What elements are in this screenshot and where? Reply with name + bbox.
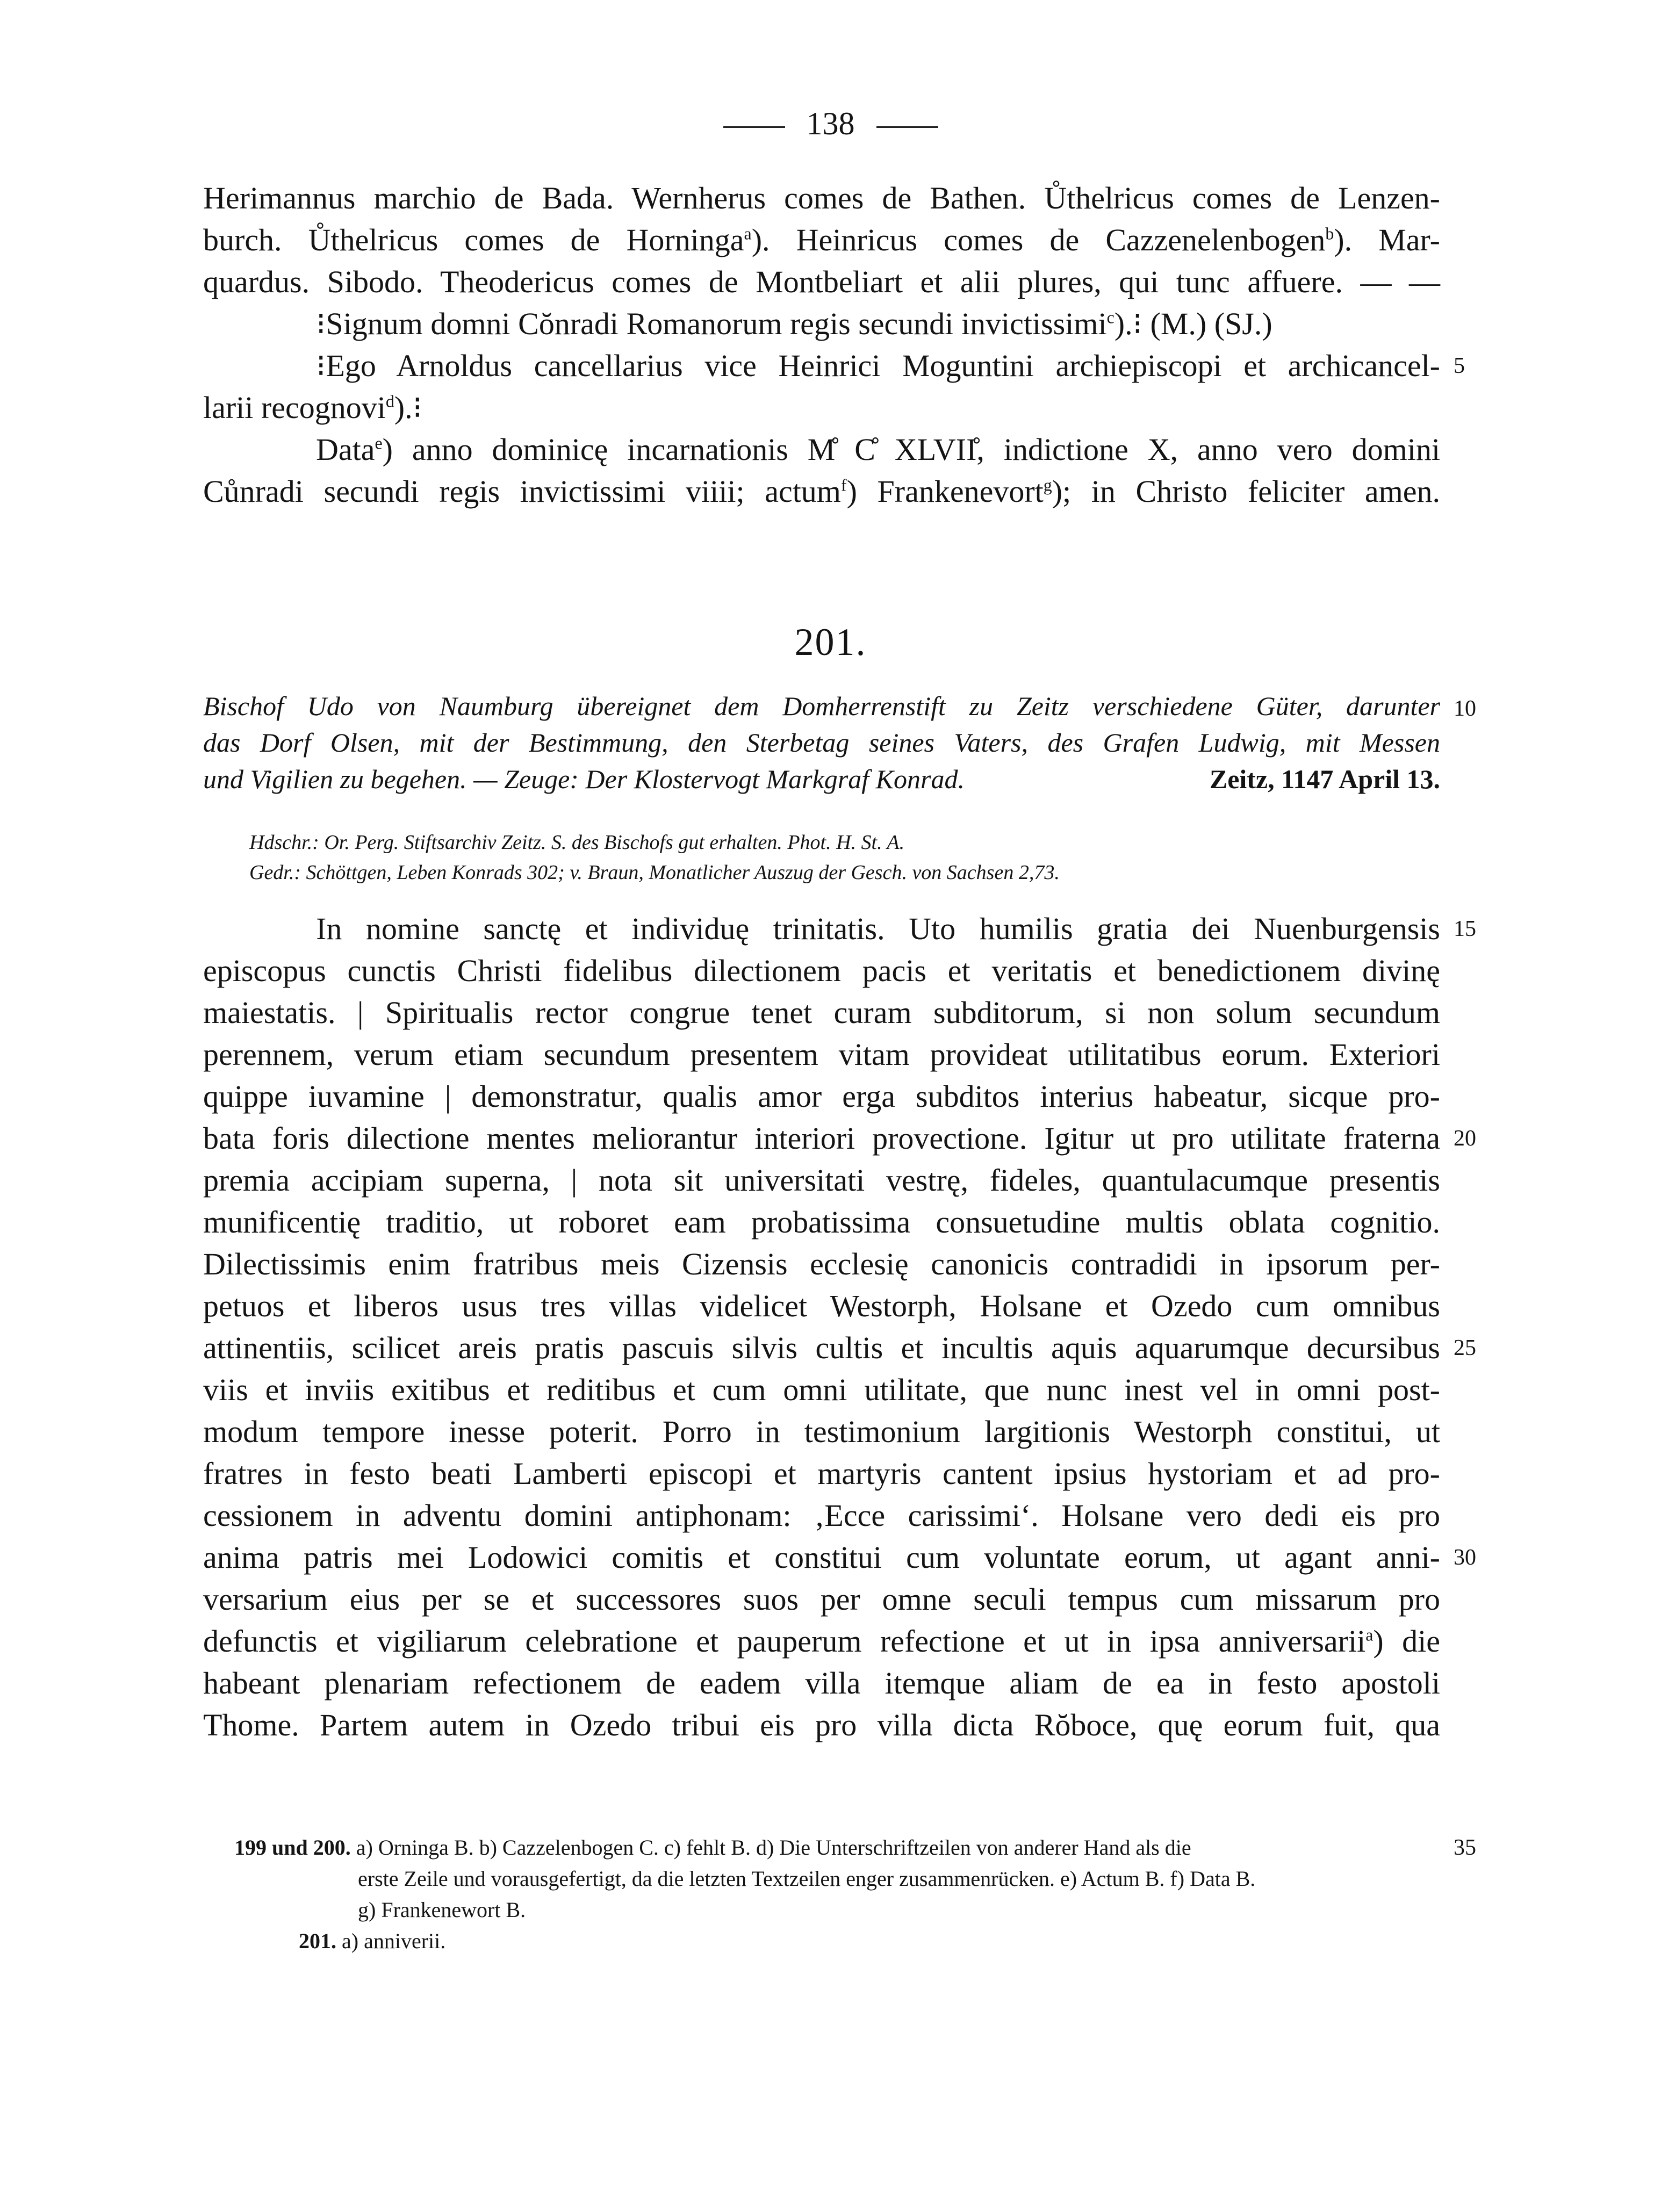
- body-line: petuos et liberos usus tres villas videlicet Westorph, Holsane et Ozedo cum omnibus: [203, 1288, 1440, 1323]
- document-number: 201.: [794, 621, 867, 664]
- recognition-line: ⁝Ego Arnoldus cancellarius vice Heinrici Moguntini archiepiscopi et archicancel-: [316, 348, 1440, 383]
- text-line: Herimannus marchio de Bada. Wernherus comes de Bathen. Ůthelricus comes de Lenzen-: [203, 181, 1440, 215]
- footnote-199-200: 199 und 200. a) Orninga B. b) Cazzelenbogen C. c) fehlt B. d) Die Unterschriftzeilen von anderer Hand als die: [234, 1835, 1191, 1860]
- line-number: 15: [1454, 917, 1476, 941]
- body-line: bata foris dilectione mentes meliorantur interiori provectione. Igitur ut pro utilitate fraterna: [203, 1121, 1440, 1156]
- regest-line: das Dorf Olsen, mit der Bestimmung, den Sterbetag seines Vaters, des Grafen Ludwig, mit Messen: [203, 727, 1440, 758]
- previous-charter-text: [203, 177, 1440, 513]
- footnote-continuation: g) Frankenewort B.: [358, 1898, 526, 1922]
- body-line: fratres in festo beati Lamberti episcopi et martyris cantent ipsius hystoriam et ad pro-: [203, 1456, 1440, 1491]
- body-line: perennem, verum etiam secundum presentem vitam provideat utilitatibus eorum. Exteriori: [203, 1037, 1440, 1072]
- line-number: 10: [1454, 696, 1476, 721]
- place-date: Zeitz, 1147 April 13.: [1209, 764, 1440, 794]
- header-dash-left: [723, 126, 785, 128]
- body-line: habeant plenariam refectionem de eadem villa itemque aliam de ea in festo apostoli: [203, 1666, 1440, 1701]
- footnotes: [234, 1832, 1440, 1957]
- line-number: 20: [1454, 1126, 1476, 1151]
- line-number: 30: [1454, 1545, 1476, 1570]
- body-line: premia accipiam superna, | nota sit universitati vestrę, fideles, quantulacumque presentis: [203, 1163, 1440, 1198]
- body-line: Thome. Partem autem in Ozedo tribui eis pro villa dicta Rŏboce, quę eorum fuit, qua: [203, 1707, 1440, 1742]
- footnote-continuation: erste Zeile und vorausgefertigt, da die letzten Textzeilen enger zusammenrücken. e) Actum B. f) Data B.: [358, 1867, 1256, 1891]
- sources: [249, 827, 1378, 888]
- text-line: larii recognovi$^d$).⁝: [203, 390, 423, 425]
- page-number: 138: [806, 106, 855, 141]
- manuscript-source: Hdschr.: Or. Perg. Stiftsarchiv Zeitz. S. des Bischofs gut erhalten. Phot. H. St. A.: [249, 831, 905, 854]
- header-dash-right: [876, 126, 938, 128]
- line-number: 25: [1454, 1336, 1476, 1360]
- body-line: attinentiis, scilicet areis pratis pascuis silvis cultis et incultis aquis aquarumque decursibus: [203, 1330, 1440, 1365]
- page-header: [0, 105, 1661, 142]
- body-line: In nomine sanctę et individuę trinitatis. Uto humilis gratia dei Nuenburgensis: [316, 911, 1440, 946]
- charter-body: [203, 908, 1440, 1746]
- regest-line: und Vigilien zu begehen. — Zeuge: Der Klostervogt Markgraf Konrad. Zeitz, 1147 April 13.: [203, 761, 1440, 797]
- text-line: burch. Ůthelricus comes de Horninga$^a$). Heinricus comes de Cazzenelenbogen$^b$). Mar-: [203, 222, 1440, 257]
- body-line: versarium eius per se et successores suos per omne seculi tempus cum missarum pro: [203, 1582, 1440, 1617]
- line-number: 5: [1454, 354, 1465, 378]
- body-line: episcopus cunctis Christi fidelibus dilectionem pacis et veritatis et benedictionem divinę: [203, 953, 1440, 988]
- line-number: 35: [1454, 1835, 1476, 1860]
- body-line: cessionem in adventu domini antiphonam: ‚Ecce carissimi‘. Holsane vero dedi eis pro: [203, 1498, 1440, 1533]
- dating-line: Data$^e$) anno dominicę incarnationis M̊ C̊ XLVII̊, indictione X, anno vero domini: [316, 432, 1440, 467]
- body-line: anima patris mei Lodowici comitis et constitui cum voluntate eorum, ut agant anni-: [203, 1540, 1440, 1575]
- body-line: defunctis et vigiliarum celebratione et pauperum refectione et ut in ipsa anniversarii$^a$) die: [203, 1624, 1441, 1659]
- regest-line: Bischof Udo von Naumburg übereignet dem Domherrenstift zu Zeitz verschiedene Güter, darunter: [203, 691, 1440, 721]
- regest: [203, 688, 1440, 797]
- footnote-201: 201. a) anniverii.: [299, 1929, 446, 1953]
- signum-line: ⁝Signum domni Cŏnradi Romanorum regis secundi invictissimi$^c$).⁝ (M.) (SJ.): [316, 306, 1272, 341]
- body-line: maiestatis. | Spiritualis rector congrue tenet curam subditorum, si non solum secundum: [203, 995, 1440, 1030]
- text-line: quardus. Sibodo. Theodericus comes de Montbeliart et alii plures, qui tunc affuere. — —: [203, 264, 1440, 299]
- text-line: Cůnradi secundi regis invictissimi viiii; actum$^f$) Frankenevort$^g$); in Christo feliciter amen.: [203, 474, 1441, 509]
- body-line: Dilectissimis enim fratribus meis Cizensis ecclesię canonicis contradidi in ipsorum per-: [203, 1246, 1440, 1281]
- body-line: quippe iuvamine | demonstratur, qualis amor erga subditos interius habeatur, sicque pro-: [203, 1079, 1440, 1114]
- printed-source: Gedr.: Schöttgen, Leben Konrads 302; v. Braun, Monatlicher Auszug der Gesch. von Sachsen 2,73.: [249, 861, 1060, 884]
- body-line: munificentię traditio, ut roboret eam probatissima consuetudine multis oblata cognitio.: [203, 1205, 1440, 1240]
- body-line: modum tempore inesse poterit. Porro in testimonium largitionis Westorph constitui, ut: [203, 1414, 1440, 1449]
- body-line: viis et inviis exitibus et reditibus et cum omni utilitate, que nunc inest vel in omni post-: [203, 1372, 1440, 1407]
